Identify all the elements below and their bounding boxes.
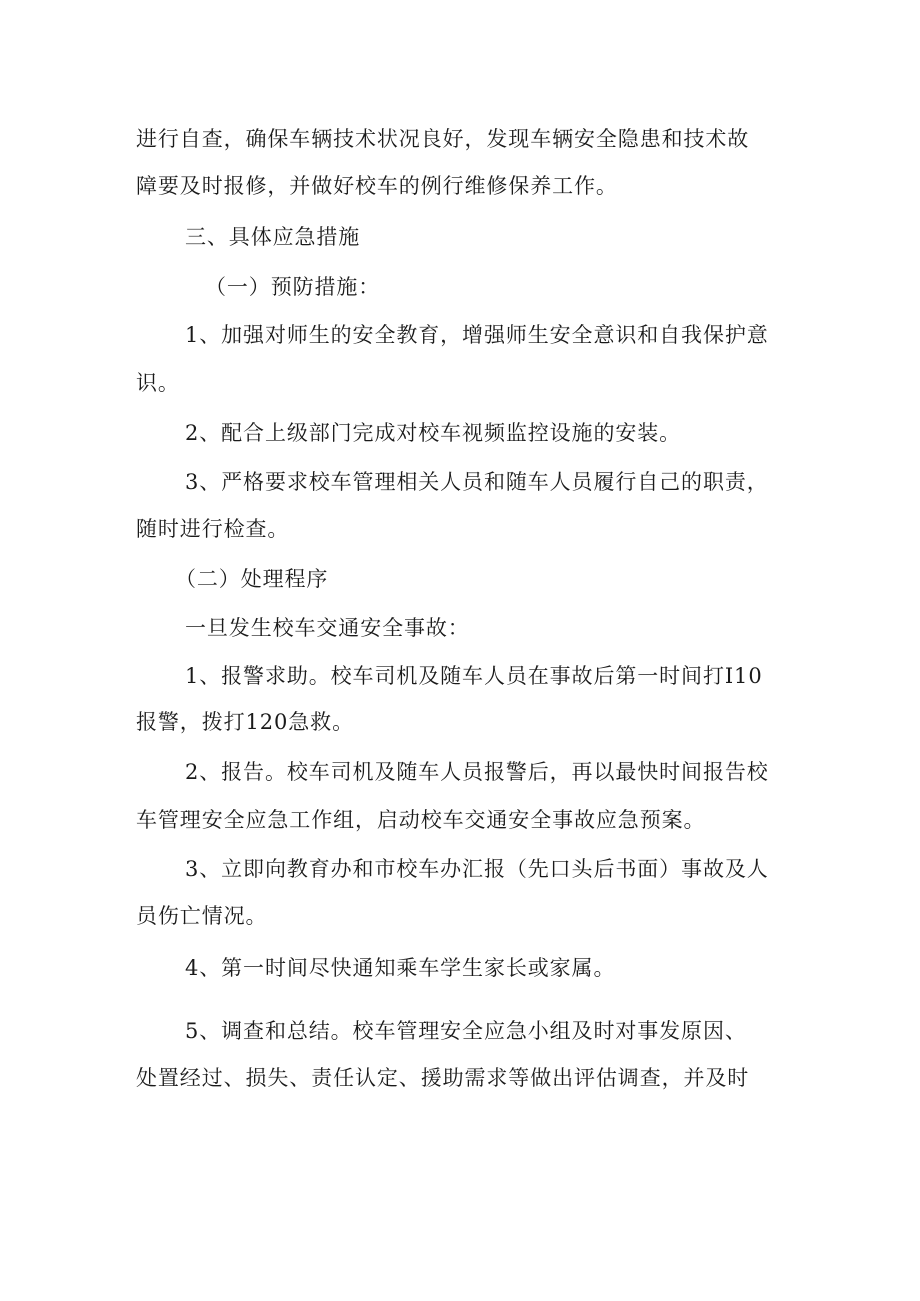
list-item-line: 2、配合上级部门完成对校车视频监控设施的安装。 xyxy=(185,421,682,445)
list-item-line: 1、报警求助。校车司机及随车人员在事故后第一时间打I10 xyxy=(185,664,763,688)
paragraph-line: 进行自查，确保车辆技术状况良好，发现车辆安全隐患和技术故 xyxy=(136,127,750,151)
section-heading: 三、具体应急措施 xyxy=(185,225,361,249)
paragraph-line: 员伤亡情况。 xyxy=(136,904,268,928)
list-item-line: 2、报告。校车司机及随车人员报警后，再以最快时间报告校 xyxy=(185,760,769,784)
subsection-heading: （一）预防措施： xyxy=(205,275,381,299)
paragraph-line: 一旦发生校车交通安全事故： xyxy=(185,616,470,640)
list-item-line: 3、严格要求校车管理相关人员和随车人员履行自己的职责， xyxy=(185,470,769,494)
paragraph-line: 识。 xyxy=(136,371,180,395)
paragraph-line: 车管理安全应急工作组，启动校车交通安全事故应急预案。 xyxy=(136,808,706,832)
list-item-line: 4、第一时间尽快通知乘车学生家长或家属。 xyxy=(185,956,616,980)
paragraph-line: 障要及时报修，并做好校车的例行维修保养工作。 xyxy=(136,174,618,198)
list-item-line: 5、调查和总结。校车管理安全应急小组及时对事发原因、 xyxy=(185,1019,747,1043)
paragraph-line: 随时进行检查。 xyxy=(136,517,290,541)
list-item-line: 3、立即向教育办和市校车办汇报（先口头后书面）事故及人 xyxy=(185,857,769,881)
paragraph-line: 报警，拨打120急救。 xyxy=(136,710,354,734)
list-item-line: 1、加强对师生的安全教育，增强师生安全意识和自我保护意 xyxy=(185,323,769,347)
subsection-heading: （二）处理程序 xyxy=(175,567,329,591)
paragraph-line: 处置经过、损失、责任认定、援助需求等做出评估调查，并及时 xyxy=(136,1066,750,1090)
